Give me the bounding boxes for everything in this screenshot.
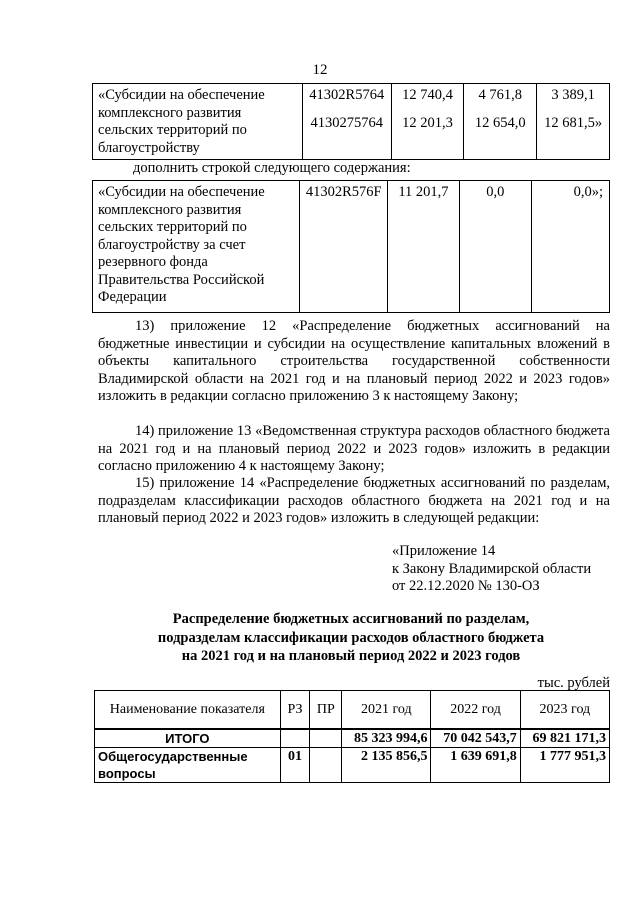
table-header-row <box>95 691 610 730</box>
code-cell <box>302 84 391 160</box>
appendix-heading <box>392 543 612 596</box>
row-2023: 1 777 951,3 <box>520 748 609 783</box>
value-2023: 12 681,5» <box>544 114 603 131</box>
header-rz: РЗ <box>280 691 310 730</box>
code-value: 4130275764 <box>310 114 384 131</box>
value-2021: 12 201,3 <box>402 114 453 131</box>
header-2021: 2021 год <box>342 691 431 730</box>
row-pr <box>310 748 342 783</box>
document-title <box>92 610 610 666</box>
value-2021-cell <box>391 84 464 160</box>
table-row <box>95 729 610 748</box>
row-pr <box>310 729 342 748</box>
row-rz: 01 <box>280 748 310 783</box>
paragraph-14: 14) приложение 13 «Ведомственная структура расходов областного бюджета на 2021 год и на плановый период 2022 и 2023 годов» изложить в редакции согласно приложению 4 к настоящему Закону; <box>98 423 610 475</box>
code-value: 41302R576F <box>300 181 388 313</box>
header-2022: 2022 год <box>431 691 520 730</box>
unit-label: тыс. рублей <box>537 675 610 691</box>
value-2021: 12 740,4 <box>402 87 453 103</box>
subsidy-table-2 <box>92 180 610 313</box>
page-number: 12 <box>312 62 328 78</box>
paragraph-15: 15) приложение 14 «Распределение бюджетных ассигнований по разделам, подразделам классификации расходов областного бюджета на 2021 год и на плановый период 2022 и 2023 годов» изложить в следующей редакции: <box>98 475 610 527</box>
row-2021: 85 323 994,6 <box>342 729 431 748</box>
value-2022: 4 761,8 <box>478 87 523 103</box>
appendix-line-1: «Приложение 14 <box>392 543 496 559</box>
row-2022: 70 042 543,7 <box>431 729 520 748</box>
appendix-line-2: к Закону Владимирской области <box>392 560 592 577</box>
value-2023: 3 389,1 <box>551 87 595 103</box>
item-name: «Субсидии на обеспечение комплексного развития сельских территорий по благоустройству за счет резервного фонда Правительства Российской Федерации <box>93 181 300 313</box>
row-2021: 2 135 856,5 <box>342 748 431 783</box>
value-2021: 11 201,7 <box>387 181 459 313</box>
row-2022: 1 639 691,8 <box>431 748 520 783</box>
value-2023-cell <box>537 84 610 160</box>
code-value: 41302R5764 <box>309 87 385 103</box>
subsidy-table-1 <box>92 83 610 160</box>
supplement-line: дополнить строкой следующего содержания: <box>133 160 411 176</box>
header-name: Наименование показателя <box>95 691 281 730</box>
appendix-line-3: от 22.12.2020 № 130-ОЗ <box>392 578 540 594</box>
value-2022: 0,0 <box>459 181 531 313</box>
row-2023: 69 821 171,3 <box>520 729 609 748</box>
value-2022-cell <box>464 84 537 160</box>
value-2023: 0,0»; <box>531 181 609 313</box>
title-line-2: подразделам классификации расходов областного бюджета <box>157 629 545 646</box>
table-row <box>95 748 610 783</box>
value-2022: 12 654,0 <box>474 114 526 131</box>
paragraph-13: 13) приложение 12 «Распределение бюджетных ассигнований на бюджетные инвестиции и субсидии на осуществление капитальных вложений в объекты капитального строительства государственной собственности Владимирской области на 2021 год и на плановый период 2022 и 2023 годов» изложить в редакции согласно приложению 3 к настоящему Закону; <box>98 318 610 405</box>
item-name: «Субсидии на обеспечение комплексного развития сельских территорий по благоустройству <box>93 84 303 160</box>
title-line-3: на 2021 год и на плановый период 2022 и 2023 годов <box>181 648 521 664</box>
table-row <box>93 181 610 313</box>
budget-table <box>94 690 610 783</box>
row-rz <box>280 729 310 748</box>
title-line-1: Распределение бюджетных ассигнований по разделам, <box>172 611 530 627</box>
row-name: ИТОГО <box>95 729 281 748</box>
table-row <box>93 84 610 160</box>
header-2023: 2023 год <box>520 691 609 730</box>
row-name: Общегосударственные вопросы <box>95 748 281 783</box>
header-pr: ПР <box>310 691 342 730</box>
